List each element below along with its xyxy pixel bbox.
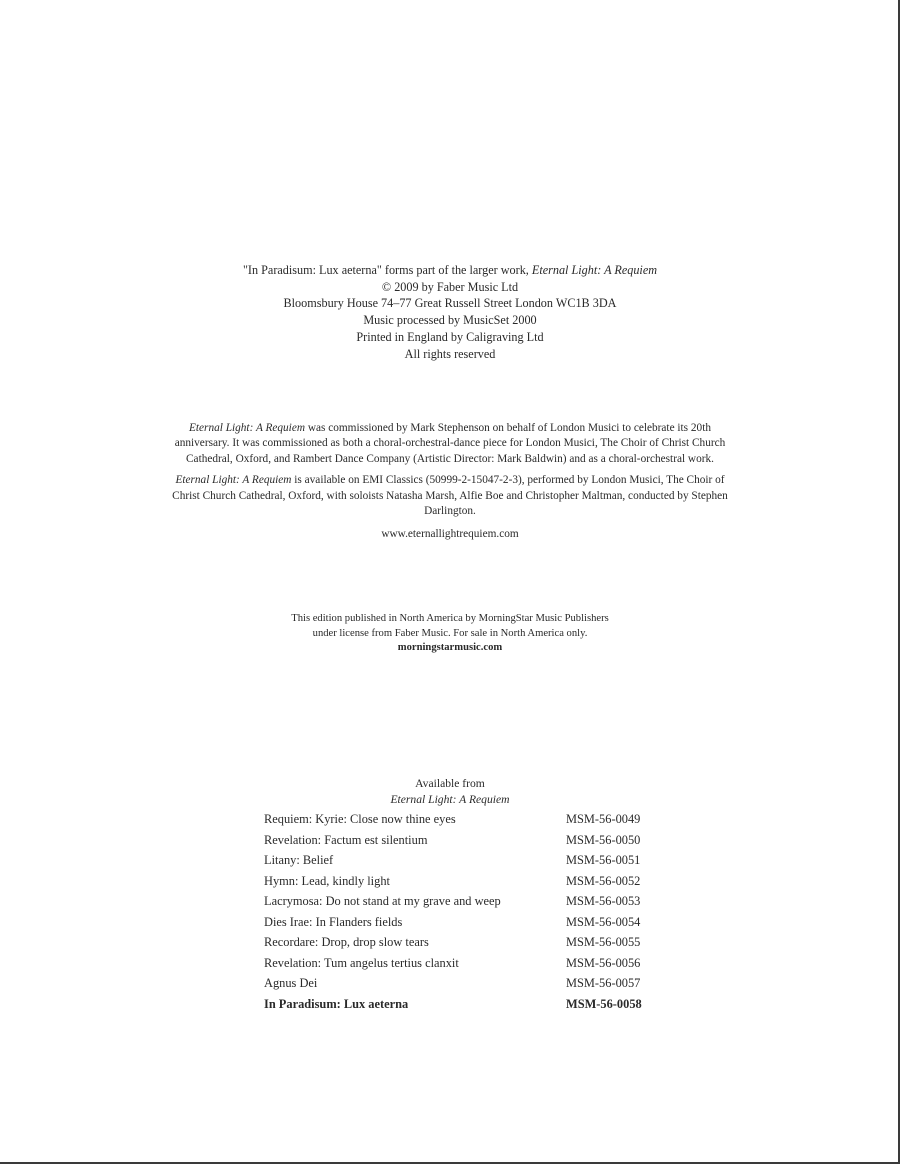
item-code: MSM-56-0056 bbox=[566, 955, 641, 970]
list-item-current bbox=[264, 994, 644, 1015]
list-item bbox=[264, 809, 644, 830]
item-name: Requiem: Kyrie: Close now thine eyes bbox=[264, 812, 456, 826]
item-name: Litany: Belief bbox=[264, 853, 334, 867]
commission-paragraph: Eternal Light: A Requiem was commissioned by Mark Stephenson on behalf of London Musici to celebrate its 20th anniversary. It was commissioned as both a choral-orchestral-dance piece for London Musici, The Choir of Christ Church Cathedral, Oxford, and Rambert Dance Company (Artistic Director: Mark Baldwin) and as a choral-orchestral work. bbox=[174, 422, 726, 465]
copyright-block bbox=[0, 262, 900, 362]
item-name: In Paradisum: Lux aeterna bbox=[264, 996, 409, 1011]
list-item bbox=[264, 891, 644, 912]
list-item bbox=[264, 912, 644, 933]
music-processing: Music processed by MusicSet 2000 bbox=[363, 313, 537, 328]
item-name: Revelation: Factum est silentium bbox=[264, 832, 428, 847]
item-code: MSM-56-0058 bbox=[566, 996, 642, 1011]
item-code: MSM-56-0054 bbox=[566, 914, 641, 929]
available-heading-block bbox=[0, 776, 900, 808]
printer-line: Printed in England by Caligraving Ltd bbox=[356, 329, 544, 344]
copyright-line-1: "In Paradisum: Lux aeterna" forms part of the larger work, Eternal Light: A Requiem bbox=[242, 263, 658, 277]
work-title: Eternal Light: A Requiem bbox=[531, 263, 658, 277]
available-heading: Available from bbox=[415, 777, 485, 790]
item-name: Hymn: Lead, kindly light bbox=[264, 873, 390, 888]
item-code: MSM-56-0050 bbox=[566, 832, 641, 847]
item-code: MSM-56-0057 bbox=[566, 976, 641, 990]
list-item bbox=[264, 871, 644, 892]
copyright-line: © 2009 by Faber Music Ltd bbox=[381, 279, 519, 294]
publisher-address: Bloomsbury House 74–77 Great Russell Street London WC1B 3DA bbox=[283, 296, 617, 311]
item-name: Lacrymosa: Do not stand at my grave and weep bbox=[264, 894, 501, 908]
item-code: MSM-56-0053 bbox=[566, 894, 641, 908]
rights-line: All rights reserved bbox=[404, 346, 496, 361]
list-item bbox=[264, 932, 644, 953]
available-work-title: Eternal Light: A Requiem bbox=[390, 793, 510, 806]
list-item bbox=[264, 953, 644, 974]
list-item bbox=[264, 973, 644, 994]
list-item bbox=[264, 850, 644, 871]
morningstar-website: morningstarmusic.com bbox=[397, 642, 503, 654]
item-name: Dies Irae: In Flanders fields bbox=[264, 914, 403, 929]
north-america-block bbox=[0, 612, 900, 656]
list-item bbox=[264, 830, 644, 851]
item-code: MSM-56-0049 bbox=[566, 812, 641, 826]
item-name: Agnus Dei bbox=[264, 976, 318, 990]
na-edition-line: This edition published in North America by MorningStar Music Publishers bbox=[291, 613, 609, 624]
item-name: Revelation: Tum angelus tertius clanxit bbox=[264, 955, 459, 970]
website-url: www.eternallightrequiem.com bbox=[381, 528, 519, 541]
item-code: MSM-56-0052 bbox=[566, 873, 641, 888]
commission-block bbox=[0, 421, 900, 543]
item-code: MSM-56-0055 bbox=[566, 935, 641, 949]
na-license-line: under license from Faber Music. For sale in North America only. bbox=[312, 627, 588, 639]
item-code: MSM-56-0051 bbox=[566, 853, 641, 867]
item-name: Recordare: Drop, drop slow tears bbox=[264, 935, 429, 949]
works-list bbox=[264, 809, 644, 1014]
recording-paragraph: Eternal Light: A Requiem is available on EMI Classics (50999-2-15047-2-3), performed by London Musici, The Choir of Christ Church Cathedral, Oxford, with soloists Natasha Marsh, Alfie Boe and Christopher Maltman, conducted by Stephen Darlington. bbox=[172, 474, 728, 518]
